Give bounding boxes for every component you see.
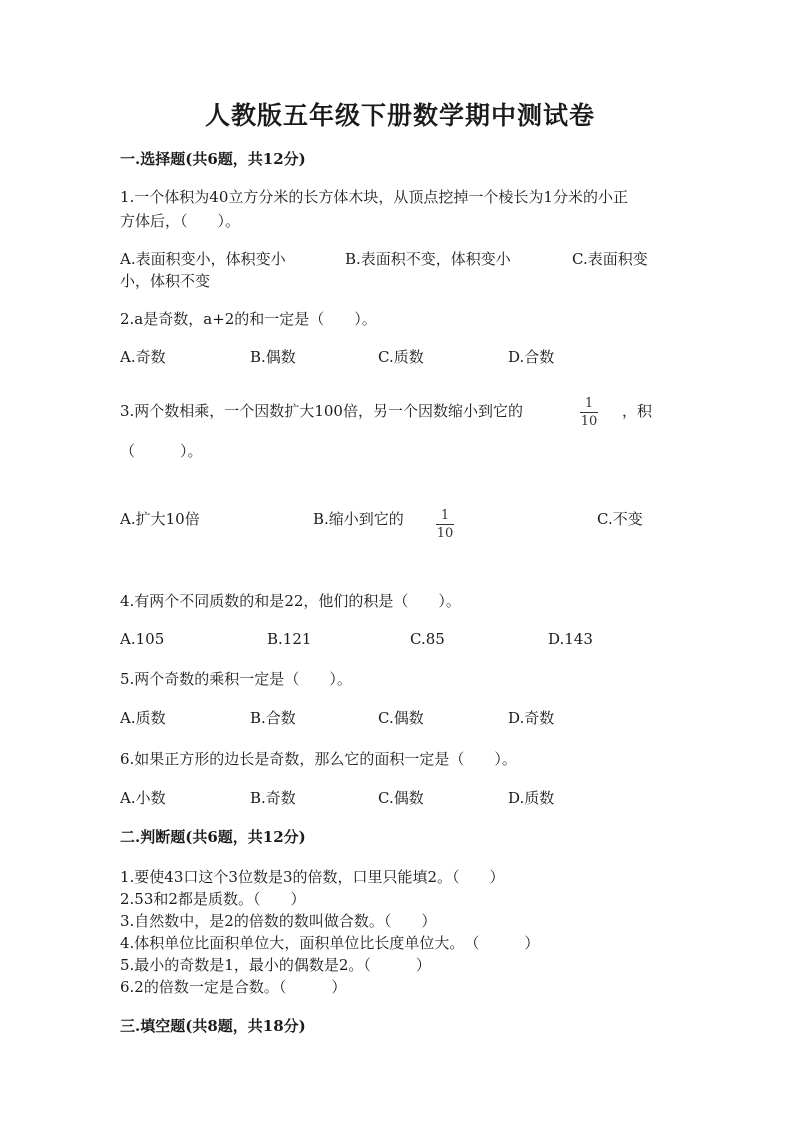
q4-option-d: D.143	[548, 630, 593, 648]
fraction-denominator: 10	[580, 414, 598, 429]
q2-option-b: B.偶数	[250, 348, 296, 366]
judge-item: 1.要使43口这个3位数是3的倍数，口里只能填2。（ ）	[120, 868, 505, 886]
q5-option-d: D.奇数	[508, 709, 555, 727]
q1-option-c-continued: 小，体积不变	[120, 272, 211, 290]
q4-text: 4.有两个不同质数的和是22，他们的积是（ ）。	[120, 592, 461, 610]
q1-text-line1: 1.一个体积为40立方分米的长方体木块，从顶点挖掉一个棱长为1分米的小正	[120, 188, 628, 206]
q2-text: 2.a是奇数，a+2的和一定是（ ）。	[120, 310, 377, 328]
fraction-bar	[580, 412, 598, 413]
q6-option-a: A.小数	[120, 789, 166, 807]
q3-text: 3.两个数相乘，一个因数扩大100倍，另一个因数缩小到它的	[120, 402, 523, 420]
fraction-denominator: 10	[436, 526, 454, 541]
q6-option-b: B.奇数	[250, 789, 296, 807]
q5-option-c: C.偶数	[378, 709, 424, 727]
q4-option-b: B.121	[267, 630, 312, 648]
fraction-numerator: 1	[584, 396, 594, 411]
q3-text-line2: （ ）。	[120, 442, 203, 460]
q1-option-b: B.表面积不变，体积变小	[345, 250, 511, 268]
q3-option-a: A.扩大10倍	[120, 510, 200, 528]
q3-option-c: C.不变	[597, 510, 643, 528]
q4-option-a: A.105	[120, 630, 165, 648]
q6-text: 6.如果正方形的边长是奇数，那么它的面积一定是（ ）。	[120, 750, 517, 768]
judge-item: 3.自然数中，是2的倍数的数叫做合数。（ ）	[120, 912, 437, 930]
judge-item: 5.最小的奇数是1，最小的偶数是2。（ ）	[120, 956, 431, 974]
section-3-header: 三.填空题(共8题，共18分)	[120, 1017, 306, 1035]
q5-option-b: B.合数	[250, 709, 296, 727]
fraction-bar	[436, 524, 454, 525]
q1-text-line2: 方体后，（ ）。	[120, 212, 241, 230]
q3-text-tail: ，积	[622, 402, 653, 420]
q6-option-d: D.质数	[508, 789, 555, 807]
q5-text: 5.两个奇数的乘积一定是（ ）。	[120, 670, 352, 688]
q1-option-c: C.表面积变	[572, 250, 648, 268]
q4-option-c: C.85	[410, 630, 445, 648]
page-title: 人教版五年级下册数学期中测试卷	[204, 101, 595, 130]
q2-option-c: C.质数	[378, 348, 424, 366]
fraction-numerator: 1	[440, 508, 450, 523]
q2-option-d: D.合数	[508, 348, 555, 366]
q6-option-c: C.偶数	[378, 789, 424, 807]
judge-item: 4.体积单位比面积单位大，面积单位比长度单位大。 （ ）	[120, 934, 540, 952]
q2-option-a: A.奇数	[120, 348, 166, 366]
section-1-header: 一.选择题(共6题，共12分)	[120, 150, 306, 168]
q1-option-a: A.表面积变小，体积变小	[120, 250, 286, 268]
q3-fraction	[580, 396, 598, 429]
q5-option-a: A.质数	[120, 709, 166, 727]
judge-item: 2.53和2都是质数。（ ）	[120, 890, 306, 908]
section-2-header: 二.判断题(共6题，共12分)	[120, 828, 306, 846]
q3-option-b-fraction	[436, 508, 454, 541]
q3-option-b: B.缩小到它的	[313, 510, 404, 528]
judge-item: 6.2的倍数一定是合数。（ ）	[120, 978, 347, 996]
